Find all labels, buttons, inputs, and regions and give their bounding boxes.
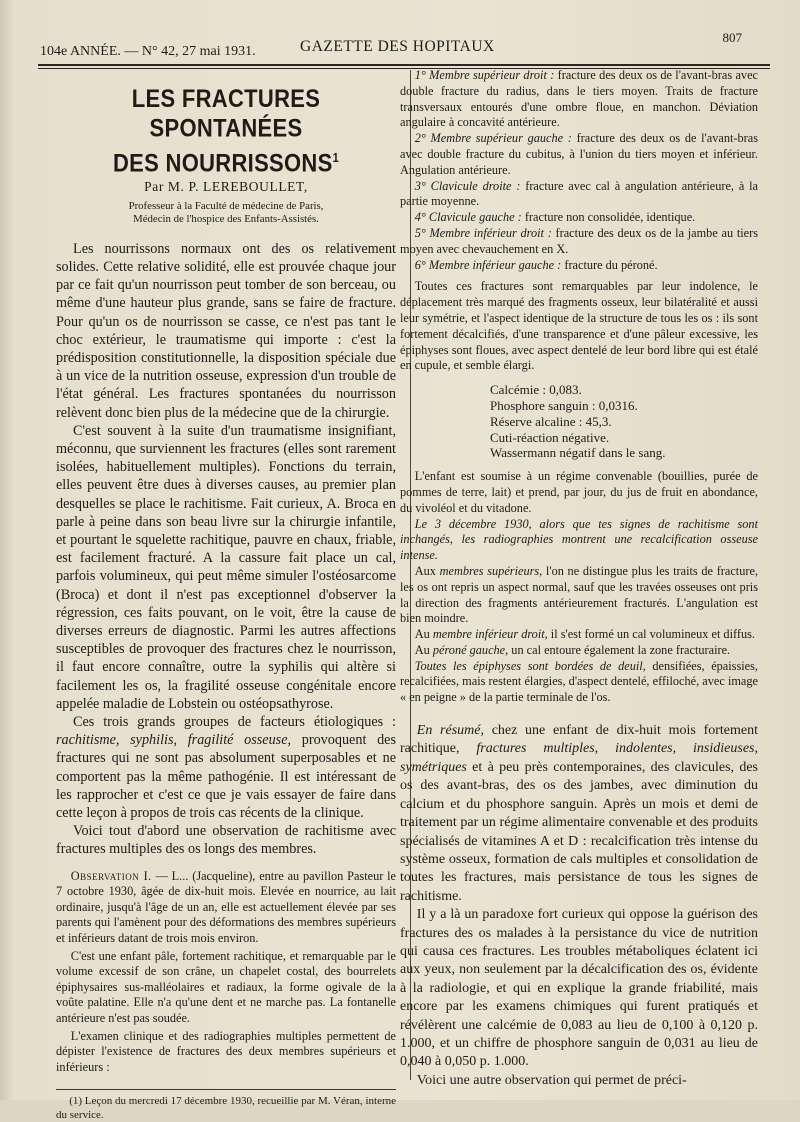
- italic-run: péroné gauche,: [432, 642, 509, 657]
- text-run: chez une enfant de dix-huit mois fortement rachitique,: [400, 723, 758, 757]
- paragraph: L'enfant est soumise à un régime convenable (bouillies, purée de pommes de terre, lait) et prend, par jour, du jus de fruit en abondance, du vivoléol et du vitadone.: [400, 469, 758, 515]
- paragraph: C'est une enfant pâle, fortement rachitique, et remarquable par le volume excessif de son crâne, un chapelet costal, des bourrelets épiphysaires sus-malléolaires et radiaux, la forme ogivale de la voûte palatine. Elle n'a qu'une dent et ne marche pas. La fontanelle antérieure n'est pas soudée.: [56, 948, 396, 1025]
- paragraph: [400, 643, 758, 659]
- paragraph: [400, 659, 758, 706]
- title-line-2: [56, 144, 396, 179]
- lab-line: Réserve alcaline : 45,3.: [490, 413, 612, 429]
- lab-line: Cuti-réaction négative.: [490, 429, 610, 445]
- italic-run: En résumé,: [416, 723, 484, 739]
- paragraph: Toutes ces fractures sont remarquables par leur indolence, le déplacement très marqué des fragments osseux, leur bilatéralité et aussi leur symétrie, et l'aspect identique de la structure de tous les os : ils sont fortement décalcifiés, d'une transparence et d'une pâleur excessive, les épiphyses sont floues, avec aspect dentelé de leur bord libre qui est étalé en cupule, et semble élargi.: [400, 279, 758, 373]
- item-text: fracture du péroné.: [561, 257, 658, 272]
- item-label: 4° Clavicule gauche :: [414, 210, 522, 225]
- list-item: [400, 68, 758, 131]
- paragraph: [400, 517, 758, 564]
- byline: Par M. P. LEREBOULLET,: [144, 179, 308, 195]
- item-text: fracture avec cal à angulation antérieure, à la partie moyenne.: [400, 178, 758, 209]
- italic-run: Le 3 décembre 1930, alors que tes signes de rachitisme sont inchangés, les radiographies montrent une recalcification osseuse intense.: [400, 516, 758, 563]
- item-label: 6° Membre inférieur gauche :: [414, 257, 562, 272]
- list-item: [400, 258, 758, 274]
- summary-block: [400, 722, 758, 1090]
- item-text: fracture des deux os de l'avant-bras avec double fracture du cubitus, à l'union du tiers moyen et inférieur. Angulation antérieure.: [400, 131, 758, 177]
- footnote-rule: [56, 1089, 396, 1090]
- italic-run: membre inférieur droit,: [432, 627, 548, 642]
- left-column: [56, 76, 396, 1122]
- paragraph: Il y a là un paradoxe fort curieux qui oppose la guérison des fractures des os malades à la persistance du vice de nutrition qui causa ces fractures. Les troubles métaboliques éclatent ici aux yeux, non seulement par la décalcification des os, évidente à la radiologie, et qui en explique la grande friabilité, mais encore par les examens chimiques qui furent pratiqués et révélèrent une calcémie de 0,083 au lieu de 0,100 à 0,120 p. 1.000, et un chiffre de phosphore sanguin de 0,031 au lieu de 0,040 à 0,050 p. 1.000.: [400, 907, 758, 1070]
- paragraph: [56, 713, 396, 822]
- paragraph: [400, 627, 758, 643]
- item-text: fracture non consolidée, identique.: [521, 210, 696, 225]
- title-line-1: LES FRACTURES SPONTANÉES: [131, 83, 321, 143]
- affiliation: [56, 200, 396, 226]
- title-footnote-mark: 1: [332, 151, 340, 166]
- paragraph: [400, 564, 758, 627]
- text-run: densifiées, épaissies, recalcifiées, mais restent élargies, d'aspect dentelé, effiloché, avec image « en peigne » de la partie terminale de l'os.: [400, 658, 758, 705]
- title-line-2-text: DES NOURRISSONS: [112, 148, 333, 178]
- text-run: — L... (Jacqueline), entre au pavillon Pasteur le 7 octobre 1930, âgée de dix-huit mois. Elevée en nourrice, au lait ordinaire, jusqu'à l'âge de un an, elle est actuellement élevée par ses parents qui l'amènent pour des déformations des membres supérieurs et inférieurs datant de trois mois environ.: [56, 868, 397, 946]
- lab-results: [490, 382, 758, 461]
- observation-block: [56, 869, 396, 1076]
- text-run: Ces trois grands groupes de facteurs étiologiques :: [73, 714, 396, 731]
- journal-title: GAZETTE DES HOPITAUX: [300, 38, 495, 55]
- paragraph: Les nourrissons normaux ont des os relativement solides. Cette relative solidité, elle est prouvée chaque jour par ce fait qu'un nourrisson peut tomber de son berceau, ou même d'une hauteur plus grande, sans se faire de fracture. Pour qu'un os de nourrisson se casse, ce n'est pas tant le choc extérieur, le traumatisme qui importe : c'est la prédisposition constitutionnelle, la disposition spéciale due à un vice de la nutrition osseuse, expression d'un trouble de l'état général. Les fractures spontanées du nourrisson relèvent donc bien plus de la médecine que de la chirurgie.: [56, 240, 396, 421]
- text-run: et à peu près contemporaines, des clavicules, des os des avant-bras, des os des jambes, avec diminution du calcium et du phosphore sanguin. Après un mois et demi de traitement par un régime alimentaire convenable et des produits spécialisés de vitamines A et D : recalcification très intense du système osseux, formation de cals multiples et consolidation de toutes les fractures, mais persistance de tous les signes de rachitisme.: [400, 759, 758, 904]
- lab-line: Wassermann négatif dans le sang.: [490, 445, 666, 461]
- text-run: il s'est formé un cal volumineux et diffus.: [547, 627, 755, 642]
- paragraph: Voici une autre observation qui permet de préci-: [416, 1072, 687, 1088]
- italic-run: Toutes les épiphyses sont bordées de deuil,: [414, 658, 646, 673]
- list-item: [400, 131, 758, 178]
- paragraph: Voici tout d'abord une observation de rachitisme avec fractures multiples des os longs des membres.: [56, 823, 396, 858]
- paragraph: [400, 722, 758, 906]
- lab-line: Calcémie : 0,083.: [490, 382, 582, 398]
- item-label: 1° Membre supérieur droit :: [414, 68, 555, 82]
- affiliation-line-2: Médecin de l'hospice des Enfants-Assistés.: [133, 212, 319, 225]
- text-run: Au: [414, 627, 433, 642]
- observation-continued: [400, 68, 758, 706]
- italic-run: rachitisme, syphilis, fragilité osseuse,: [56, 732, 292, 749]
- text-run: Aux: [414, 563, 440, 578]
- text-run: provoquent des fractures qui ne sont pas absolument superposables et ne comportent pas la même pathogénie. Il est intéressant de les rapprocher et c'est ce que je vais essayer de faire dans cette leçon à propos de trois cas récents de la clinique.: [56, 732, 396, 822]
- item-label: 5° Membre inférieur droit :: [414, 225, 552, 240]
- list-item: [400, 226, 758, 258]
- paragraph: C'est souvent à la suite d'un traumatisme insignifiant, méconnu, que surviennent les fractures (elles sont rarement isolées, habituellement multiples). Fonctions du terrain, elles peuvent être dues à diverses causes, au premier plan desquelles se place le rachitisme. Fait curieux, A. Broca en parle à peine dans son beau livre sur la chirurgie infantile, et pourtant le squelette rachitique, pauvre en chaux, friable, est facilement fracturé. A la cassure fait place un cal, parfois volumineux, qui peut même simuler l'ostéosarcome (Broca) et dont il n'est pas exceptionnel d'observer la régression, ces faits pouvant, on le voit, être la cause de diverses erreurs de diagnostic. Parmi les autres affections susceptibles de provoquer des fractures chez le nourrisson, il faut encore connaître, outre la syphilis qui altère si facilement les os, la fragilité osseuse congénitale encore appelée maladie de Lobstein ou ostéopsathyrose.: [56, 422, 396, 712]
- footnote: (1) Leçon du mercredi 17 décembre 1930, recueillie par M. Véran, interne du service.: [56, 1095, 396, 1122]
- lab-line: Phosphore sanguin : 0,0316.: [490, 397, 638, 413]
- affiliation-line-1: Professeur à la Faculté de médecine de Paris,: [128, 199, 324, 212]
- body-text-left: [56, 240, 396, 859]
- observation-label: Observation I.: [70, 868, 152, 883]
- item-label: 2° Membre supérieur gauche :: [414, 131, 572, 146]
- italic-run: fractures multiples, indolentes, insidieuses, symétriques: [400, 741, 758, 775]
- item-text: fracture des deux os de l'avant-bras avec double fracture du radius, dans le tiers moyen. Traits de fracture transversaux entourés d'une ombre floue, en manchon. Déviation angulaire à concavité antérieure.: [400, 68, 758, 130]
- article-title: [56, 84, 396, 179]
- text-run: un cal entoure également la zone fracturaire.: [508, 642, 731, 657]
- item-label: 3° Clavicule droite :: [414, 178, 521, 193]
- paragraph: L'examen clinique et des radiographies multiples permettent de dépister l'existence de fractures des deux membres supérieurs et inférieurs :: [56, 1028, 396, 1074]
- italic-run: membres supérieurs,: [439, 563, 543, 578]
- issue-line: 104e ANNÉE. — N° 42, 27 mai 1931.: [40, 44, 256, 59]
- right-column: [400, 68, 758, 1090]
- list-item: [400, 179, 758, 211]
- page-number: 807: [722, 30, 742, 45]
- text-run: l'on ne distingue plus les traits de fracture, les os ont repris un aspect normal, sauf que les travées osseuses ont pris la direction des fragments antérieurement fracturés. L'angulation est bien moindre.: [400, 563, 758, 626]
- list-item: [400, 210, 758, 226]
- text-run: Au: [414, 642, 433, 657]
- item-text: fracture des deux os de la jambe au tiers moyen avec chevauchement en X.: [400, 225, 758, 256]
- paragraph: [56, 869, 396, 947]
